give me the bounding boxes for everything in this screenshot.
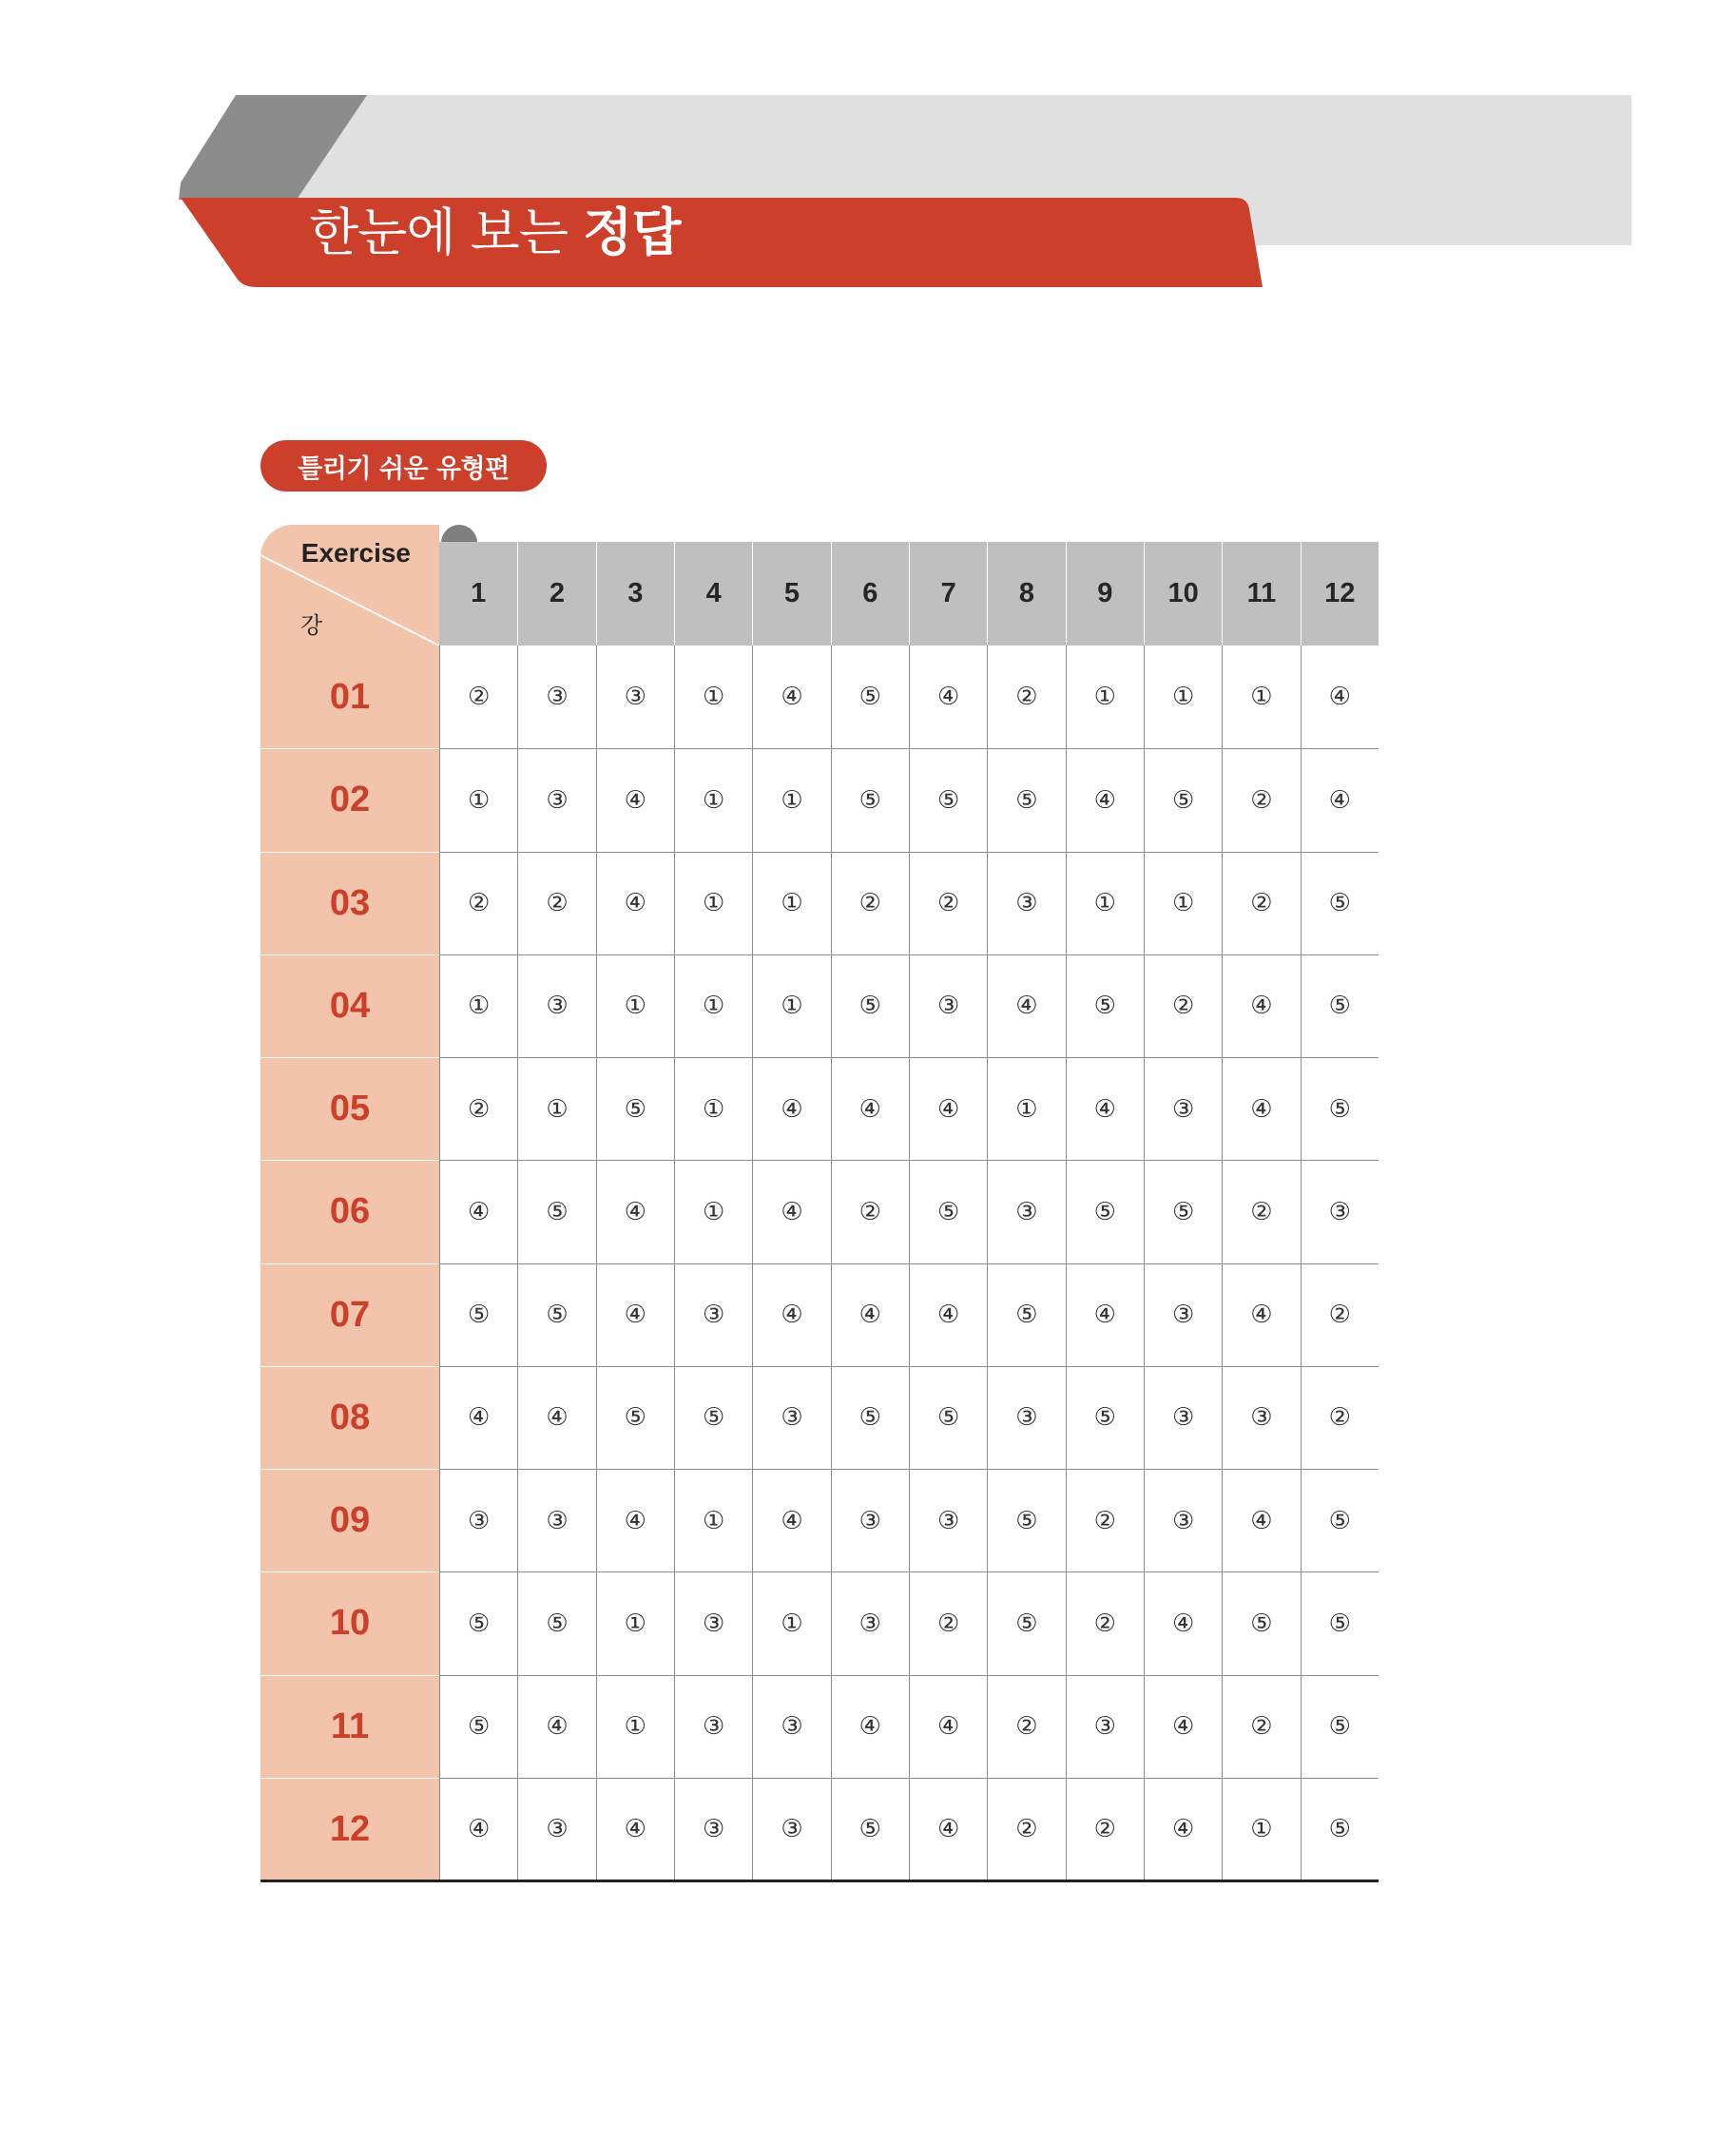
answer-cell: ⑤	[1301, 852, 1379, 954]
answer-cell: ④	[831, 1057, 909, 1160]
answer-cell: ①	[439, 748, 517, 851]
answer-cell: ①	[674, 748, 752, 851]
answer-cell: ④	[1066, 748, 1144, 851]
answer-cell: ④	[909, 1263, 987, 1366]
answer-cell: ⑤	[517, 1160, 595, 1263]
table-row	[260, 1571, 1379, 1674]
answer-cell: ④	[596, 748, 674, 851]
answer-cell: ④	[752, 1160, 830, 1263]
column-header: 3	[596, 542, 674, 646]
column-header: 11	[1222, 542, 1300, 646]
answer-cell: ④	[1144, 1571, 1222, 1674]
answer-cell: ④	[1222, 1263, 1300, 1366]
answer-cell: ③	[1301, 1160, 1379, 1263]
answer-cell: ④	[752, 1057, 830, 1160]
answer-cell: ⑤	[674, 1366, 752, 1469]
answer-cell: ④	[909, 646, 987, 748]
ribbon-graphic	[0, 0, 1736, 314]
answer-cell: ⑤	[1144, 1160, 1222, 1263]
answer-cell: ③	[1144, 1263, 1222, 1366]
column-header: 10	[1144, 542, 1222, 646]
answer-cell: ③	[987, 852, 1065, 954]
answer-cell: ③	[517, 1778, 595, 1880]
table-row	[260, 852, 1379, 954]
answer-cell: ③	[517, 954, 595, 1057]
answer-cell: ④	[1144, 1778, 1222, 1880]
answer-cell: ③	[596, 646, 674, 748]
header-banner	[0, 0, 1736, 314]
answer-cell: ⑤	[1301, 1057, 1379, 1160]
answer-cell: ①	[1222, 646, 1300, 748]
answer-cell: ②	[439, 646, 517, 748]
answer-cell: ①	[1222, 1778, 1300, 1880]
answer-cell: ①	[596, 954, 674, 1057]
answer-cell: ④	[987, 954, 1065, 1057]
answer-cell: ⑤	[439, 1571, 517, 1674]
table-row	[260, 646, 1379, 748]
column-header: 8	[987, 542, 1065, 646]
answer-cell: ①	[752, 1571, 830, 1674]
answer-cell: ⑤	[831, 748, 909, 851]
row-label: 04	[260, 954, 439, 1057]
answer-cell: ③	[831, 1469, 909, 1571]
column-header: 2	[517, 542, 595, 646]
answer-cell: ②	[1222, 748, 1300, 851]
column-header: 6	[831, 542, 909, 646]
answer-cell: ③	[1066, 1675, 1144, 1778]
answer-cell: ④	[596, 852, 674, 954]
answer-cell: ①	[1144, 852, 1222, 954]
answer-cell: ②	[987, 646, 1065, 748]
answer-cell: ④	[596, 1263, 674, 1366]
answer-cell: ④	[439, 1160, 517, 1263]
answer-cell: ③	[674, 1571, 752, 1674]
answer-cell: ①	[1144, 646, 1222, 748]
answer-cell: ⑤	[596, 1366, 674, 1469]
answer-cell: ④	[596, 1778, 674, 1880]
answer-cell: ④	[1222, 954, 1300, 1057]
answer-cell: ②	[439, 1057, 517, 1160]
answer-cell: ①	[752, 748, 830, 851]
answer-cell: ②	[439, 852, 517, 954]
table-row	[260, 1469, 1379, 1571]
answer-cell: ⑤	[1301, 1778, 1379, 1880]
answer-cell: ⑤	[1066, 1366, 1144, 1469]
table-row	[260, 1263, 1379, 1366]
answer-cell: ⑤	[909, 748, 987, 851]
row-label: 03	[260, 852, 439, 954]
table-row	[260, 1778, 1379, 1880]
column-header: 1	[471, 578, 487, 608]
answer-cell: ③	[674, 1675, 752, 1778]
row-label: 06	[260, 1160, 439, 1263]
answer-cell: ③	[987, 1366, 1065, 1469]
column-header: 9	[1066, 542, 1144, 646]
answer-cell: ③	[674, 1263, 752, 1366]
answer-cell: ①	[674, 1160, 752, 1263]
answer-cell: ⑤	[517, 1571, 595, 1674]
table-corner-header	[260, 525, 439, 646]
answer-cell: ③	[752, 1366, 830, 1469]
answer-cell: ③	[517, 748, 595, 851]
answer-cell: ④	[1066, 1057, 1144, 1160]
table-row	[260, 954, 1379, 1057]
answer-cell: ①	[674, 954, 752, 1057]
answer-cell: ④	[909, 1778, 987, 1880]
column-header: 4	[674, 542, 752, 646]
answer-cell: ③	[1144, 1057, 1222, 1160]
answer-cell: ⑤	[831, 646, 909, 748]
answer-cell: ①	[596, 1675, 674, 1778]
row-label: 09	[260, 1469, 439, 1571]
answer-cell: ⑤	[1144, 748, 1222, 851]
table-row	[260, 1160, 1379, 1263]
row-label: 11	[260, 1675, 439, 1778]
answer-cell: ③	[1144, 1469, 1222, 1571]
answer-cell: ④	[1066, 1263, 1144, 1366]
answer-cell: ④	[517, 1675, 595, 1778]
answer-cell: ①	[752, 954, 830, 1057]
answer-cell: ⑤	[987, 1263, 1065, 1366]
answer-cell: ④	[1222, 1057, 1300, 1160]
answer-cell: ⑤	[439, 1263, 517, 1366]
answer-cell: ⑤	[596, 1057, 674, 1160]
answer-cell: ③	[909, 954, 987, 1057]
answer-cell: ④	[831, 1263, 909, 1366]
answer-cell: ②	[909, 852, 987, 954]
answer-cell: ①	[1066, 646, 1144, 748]
answer-cell: ④	[752, 1263, 830, 1366]
column-header: 12	[1301, 542, 1379, 646]
answer-cell: ②	[1301, 1263, 1379, 1366]
column-header: 7	[909, 542, 987, 646]
answer-cell: ③	[831, 1571, 909, 1674]
title-regular: 한눈에 보는	[309, 202, 584, 262]
answer-cell: ②	[1222, 1675, 1300, 1778]
answer-cell: ⑤	[831, 1778, 909, 1880]
answer-cell: ③	[752, 1778, 830, 1880]
answer-cell: ⑤	[1222, 1571, 1300, 1674]
answer-cell: ④	[517, 1366, 595, 1469]
answer-cell: ⑤	[1301, 1571, 1379, 1674]
corner-label-lecture: 강	[300, 612, 323, 639]
row-label: 12	[260, 1778, 439, 1880]
answer-cell: ⑤	[1066, 1160, 1144, 1263]
answer-cell: ②	[1066, 1469, 1144, 1571]
answer-cell: ④	[596, 1160, 674, 1263]
answer-cell: ②	[1301, 1366, 1379, 1469]
answer-cell: ④	[909, 1057, 987, 1160]
answer-cell: ②	[517, 852, 595, 954]
answer-cell: ③	[987, 1160, 1065, 1263]
answer-cell: ③	[909, 1469, 987, 1571]
answer-cell: ②	[831, 1160, 909, 1263]
answer-cell: ④	[1222, 1469, 1300, 1571]
answer-cell: ⑤	[987, 1469, 1065, 1571]
answer-cell: ③	[517, 1469, 595, 1571]
answer-cell: ②	[909, 1571, 987, 1674]
row-label: 05	[260, 1057, 439, 1160]
answer-cell: ③	[752, 1675, 830, 1778]
answer-cell: ②	[1144, 954, 1222, 1057]
answer-cell: ③	[674, 1778, 752, 1880]
table-column-header	[439, 542, 1379, 646]
answer-cell: ⑤	[1301, 954, 1379, 1057]
answer-cell: ①	[674, 646, 752, 748]
answer-cell: ④	[831, 1675, 909, 1778]
answer-cell: ⑤	[439, 1675, 517, 1778]
title-bold: 정답	[583, 202, 681, 262]
answer-cell: ④	[439, 1366, 517, 1469]
table-bottom-rule	[260, 1880, 1379, 1882]
table-row	[260, 1057, 1379, 1160]
answer-cell: ⑤	[909, 1366, 987, 1469]
answer-cell: ②	[1066, 1571, 1144, 1674]
page-title	[309, 202, 681, 262]
answer-cell: ⑤	[1301, 1469, 1379, 1571]
answer-cell: ③	[439, 1469, 517, 1571]
answer-cell: ⑤	[831, 1366, 909, 1469]
answer-cell: ①	[752, 852, 830, 954]
row-label: 08	[260, 1366, 439, 1469]
answer-table-body	[260, 646, 1379, 1880]
answer-cell: ④	[1301, 646, 1379, 748]
answer-cell: ②	[1066, 1778, 1144, 1880]
answer-cell: ①	[674, 1057, 752, 1160]
answer-cell: ⑤	[1066, 954, 1144, 1057]
answer-cell: ④	[909, 1675, 987, 1778]
table-row	[260, 1366, 1379, 1469]
row-label: 10	[260, 1571, 439, 1674]
answer-cell: ①	[1066, 852, 1144, 954]
answer-cell: ⑤	[1301, 1675, 1379, 1778]
answer-cell: ②	[1222, 852, 1300, 954]
answer-cell: ④	[752, 1469, 830, 1571]
answer-cell: ②	[831, 852, 909, 954]
answer-cell: ⑤	[987, 1571, 1065, 1674]
answer-cell: ④	[1144, 1675, 1222, 1778]
answer-cell: ⑤	[909, 1160, 987, 1263]
row-label: 01	[260, 646, 439, 748]
column-header: 5	[752, 542, 830, 646]
answer-cell: ②	[1222, 1160, 1300, 1263]
answer-cell: ①	[596, 1571, 674, 1674]
answer-cell: ④	[1301, 748, 1379, 851]
answer-cell: ①	[517, 1057, 595, 1160]
answer-cell: ⑤	[831, 954, 909, 1057]
answer-cell: ④	[752, 646, 830, 748]
answer-cell: ②	[987, 1778, 1065, 1880]
answer-cell: ④	[439, 1778, 517, 1880]
table-row	[260, 1675, 1379, 1778]
answer-cell: ⑤	[517, 1263, 595, 1366]
answer-cell: ④	[596, 1469, 674, 1571]
section-badge: 틀리기 쉬운 유형편	[260, 440, 547, 492]
row-label: 07	[260, 1263, 439, 1366]
answer-cell: ③	[517, 646, 595, 748]
answer-cell: ①	[439, 954, 517, 1057]
answer-cell: ③	[1222, 1366, 1300, 1469]
answer-cell: ①	[674, 1469, 752, 1571]
answer-cell: ①	[987, 1057, 1065, 1160]
answer-cell: ①	[674, 852, 752, 954]
answer-cell: ③	[1144, 1366, 1222, 1469]
answer-cell: ②	[987, 1675, 1065, 1778]
corner-label-exercise: Exercise	[300, 538, 411, 568]
answer-cell: ⑤	[987, 748, 1065, 851]
table-row	[260, 748, 1379, 851]
row-label: 02	[260, 748, 439, 851]
